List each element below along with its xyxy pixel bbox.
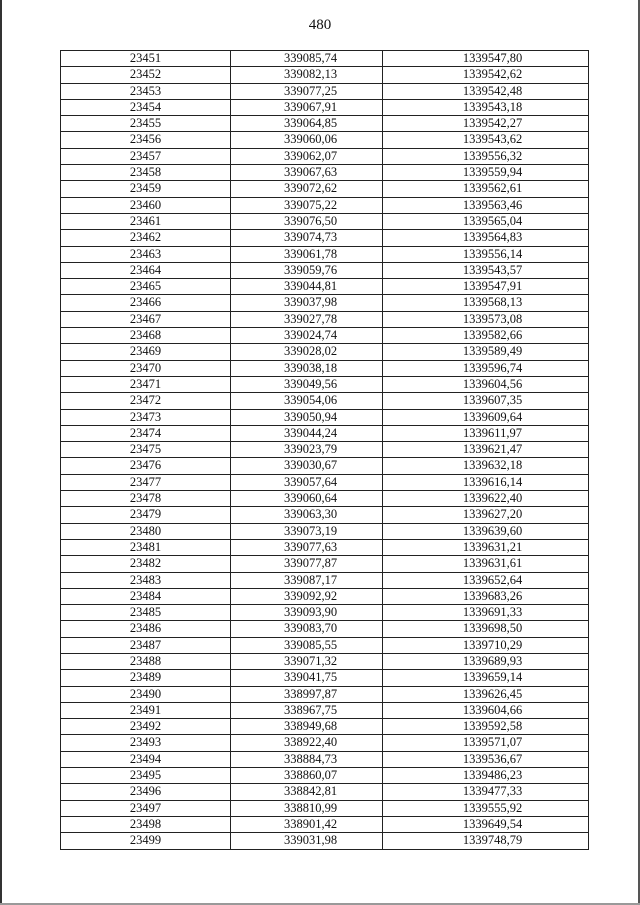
point-number-cell: 23470 — [61, 360, 231, 376]
x-coordinate-cell: 338901,42 — [231, 816, 383, 832]
table-row — [61, 523, 589, 539]
point-number-cell: 23490 — [61, 686, 231, 702]
y-coordinate-cell: 1339691,33 — [383, 605, 589, 621]
table-row — [61, 99, 589, 115]
point-number-cell: 23495 — [61, 768, 231, 784]
point-number-cell: 23451 — [61, 51, 231, 67]
x-coordinate-cell: 339072,62 — [231, 181, 383, 197]
point-number-cell: 23494 — [61, 751, 231, 767]
table-row — [61, 328, 589, 344]
x-coordinate-cell: 339092,92 — [231, 588, 383, 604]
y-coordinate-cell: 1339564,83 — [383, 230, 589, 246]
y-coordinate-cell: 1339592,58 — [383, 719, 589, 735]
table-row — [61, 246, 589, 262]
y-coordinate-cell: 1339710,29 — [383, 637, 589, 653]
y-coordinate-cell: 1339543,57 — [383, 262, 589, 278]
table-row — [61, 800, 589, 816]
table-row — [61, 670, 589, 686]
point-number-cell: 23489 — [61, 670, 231, 686]
table-row — [61, 213, 589, 229]
table-row — [61, 621, 589, 637]
table-row — [61, 344, 589, 360]
point-number-cell: 23456 — [61, 132, 231, 148]
table-row — [61, 442, 589, 458]
table-row — [61, 197, 589, 213]
x-coordinate-cell: 339059,76 — [231, 262, 383, 278]
point-number-cell: 23482 — [61, 556, 231, 572]
table-row — [61, 507, 589, 523]
table-row — [61, 474, 589, 490]
point-number-cell: 23468 — [61, 328, 231, 344]
table-row — [61, 51, 589, 67]
point-number-cell: 23464 — [61, 262, 231, 278]
point-number-cell: 23486 — [61, 621, 231, 637]
table-row — [61, 539, 589, 555]
point-number-cell: 23457 — [61, 148, 231, 164]
x-coordinate-cell: 339037,98 — [231, 295, 383, 311]
y-coordinate-cell: 1339683,26 — [383, 588, 589, 604]
table-row — [61, 295, 589, 311]
table-row — [61, 279, 589, 295]
y-coordinate-cell: 1339609,64 — [383, 409, 589, 425]
table-row — [61, 556, 589, 572]
y-coordinate-cell: 1339621,47 — [383, 442, 589, 458]
table-row — [61, 148, 589, 164]
point-number-cell: 23478 — [61, 491, 231, 507]
x-coordinate-cell: 338884,73 — [231, 751, 383, 767]
point-number-cell: 23459 — [61, 181, 231, 197]
y-coordinate-cell: 1339542,48 — [383, 83, 589, 99]
point-number-cell: 23483 — [61, 572, 231, 588]
y-coordinate-cell: 1339571,07 — [383, 735, 589, 751]
x-coordinate-cell: 339044,24 — [231, 425, 383, 441]
x-coordinate-cell: 339028,02 — [231, 344, 383, 360]
x-coordinate-cell: 338860,07 — [231, 768, 383, 784]
y-coordinate-cell: 1339562,61 — [383, 181, 589, 197]
y-coordinate-cell: 1339582,66 — [383, 328, 589, 344]
point-number-cell: 23481 — [61, 539, 231, 555]
table-row — [61, 181, 589, 197]
x-coordinate-cell: 338810,99 — [231, 800, 383, 816]
x-coordinate-cell: 339075,22 — [231, 197, 383, 213]
y-coordinate-cell: 1339659,14 — [383, 670, 589, 686]
y-coordinate-cell: 1339536,67 — [383, 751, 589, 767]
x-coordinate-cell: 339023,79 — [231, 442, 383, 458]
point-number-cell: 23472 — [61, 393, 231, 409]
y-coordinate-cell: 1339748,79 — [383, 833, 589, 849]
table-row — [61, 409, 589, 425]
point-number-cell: 23463 — [61, 246, 231, 262]
y-coordinate-cell: 1339547,80 — [383, 51, 589, 67]
table-row — [61, 458, 589, 474]
y-coordinate-cell: 1339563,46 — [383, 197, 589, 213]
y-coordinate-cell: 1339596,74 — [383, 360, 589, 376]
coordinates-table-body — [61, 51, 589, 850]
point-number-cell: 23462 — [61, 230, 231, 246]
x-coordinate-cell: 338949,68 — [231, 719, 383, 735]
point-number-cell: 23452 — [61, 67, 231, 83]
coordinates-table — [60, 50, 589, 850]
x-coordinate-cell: 339077,87 — [231, 556, 383, 572]
x-coordinate-cell: 339054,06 — [231, 393, 383, 409]
x-coordinate-cell: 339071,32 — [231, 653, 383, 669]
point-number-cell: 23484 — [61, 588, 231, 604]
table-row — [61, 132, 589, 148]
x-coordinate-cell: 339057,64 — [231, 474, 383, 490]
x-coordinate-cell: 339060,64 — [231, 491, 383, 507]
point-number-cell: 23496 — [61, 784, 231, 800]
y-coordinate-cell: 1339622,40 — [383, 491, 589, 507]
point-number-cell: 23455 — [61, 116, 231, 132]
point-number-cell: 23458 — [61, 165, 231, 181]
point-number-cell: 23485 — [61, 605, 231, 621]
x-coordinate-cell: 338967,75 — [231, 702, 383, 718]
table-row — [61, 833, 589, 849]
table-row — [61, 751, 589, 767]
x-coordinate-cell: 339031,98 — [231, 833, 383, 849]
x-coordinate-cell: 339087,17 — [231, 572, 383, 588]
table-row — [61, 393, 589, 409]
x-coordinate-cell: 338842,81 — [231, 784, 383, 800]
x-coordinate-cell: 339038,18 — [231, 360, 383, 376]
y-coordinate-cell: 1339486,23 — [383, 768, 589, 784]
x-coordinate-cell: 339093,90 — [231, 605, 383, 621]
point-number-cell: 23493 — [61, 735, 231, 751]
x-coordinate-cell: 339027,78 — [231, 311, 383, 327]
x-coordinate-cell: 339061,78 — [231, 246, 383, 262]
y-coordinate-cell: 1339616,14 — [383, 474, 589, 490]
y-coordinate-cell: 1339607,35 — [383, 393, 589, 409]
x-coordinate-cell: 339082,13 — [231, 67, 383, 83]
table-row — [61, 686, 589, 702]
table-row — [61, 735, 589, 751]
y-coordinate-cell: 1339611,97 — [383, 425, 589, 441]
table-row — [61, 83, 589, 99]
x-coordinate-cell: 338997,87 — [231, 686, 383, 702]
point-number-cell: 23466 — [61, 295, 231, 311]
y-coordinate-cell: 1339477,33 — [383, 784, 589, 800]
point-number-cell: 23492 — [61, 719, 231, 735]
x-coordinate-cell: 339063,30 — [231, 507, 383, 523]
point-number-cell: 23454 — [61, 99, 231, 115]
x-coordinate-cell: 339024,74 — [231, 328, 383, 344]
x-coordinate-cell: 339049,56 — [231, 376, 383, 392]
y-coordinate-cell: 1339542,62 — [383, 67, 589, 83]
table-row — [61, 702, 589, 718]
point-number-cell: 23480 — [61, 523, 231, 539]
point-number-cell: 23488 — [61, 653, 231, 669]
x-coordinate-cell: 339077,25 — [231, 83, 383, 99]
table-row — [61, 784, 589, 800]
table-row — [61, 311, 589, 327]
x-coordinate-cell: 339074,73 — [231, 230, 383, 246]
point-number-cell: 23497 — [61, 800, 231, 816]
point-number-cell: 23498 — [61, 816, 231, 832]
y-coordinate-cell: 1339568,13 — [383, 295, 589, 311]
y-coordinate-cell: 1339698,50 — [383, 621, 589, 637]
table-row — [61, 230, 589, 246]
x-coordinate-cell: 339067,63 — [231, 165, 383, 181]
x-coordinate-cell: 339073,19 — [231, 523, 383, 539]
table-row — [61, 165, 589, 181]
point-number-cell: 23465 — [61, 279, 231, 295]
x-coordinate-cell: 339076,50 — [231, 213, 383, 229]
x-coordinate-cell: 339085,74 — [231, 51, 383, 67]
point-number-cell: 23499 — [61, 833, 231, 849]
y-coordinate-cell: 1339652,64 — [383, 572, 589, 588]
point-number-cell: 23460 — [61, 197, 231, 213]
y-coordinate-cell: 1339604,66 — [383, 702, 589, 718]
x-coordinate-cell: 339064,85 — [231, 116, 383, 132]
table-row — [61, 425, 589, 441]
table-row — [61, 360, 589, 376]
table-row — [61, 67, 589, 83]
x-coordinate-cell: 339030,67 — [231, 458, 383, 474]
point-number-cell: 23469 — [61, 344, 231, 360]
point-number-cell: 23473 — [61, 409, 231, 425]
scan-left-edge — [0, 0, 2, 905]
y-coordinate-cell: 1339649,54 — [383, 816, 589, 832]
y-coordinate-cell: 1339565,04 — [383, 213, 589, 229]
point-number-cell: 23461 — [61, 213, 231, 229]
point-number-cell: 23477 — [61, 474, 231, 490]
y-coordinate-cell: 1339555,92 — [383, 800, 589, 816]
table-row — [61, 768, 589, 784]
x-coordinate-cell: 339085,55 — [231, 637, 383, 653]
point-number-cell: 23487 — [61, 637, 231, 653]
y-coordinate-cell: 1339632,18 — [383, 458, 589, 474]
x-coordinate-cell: 339083,70 — [231, 621, 383, 637]
x-coordinate-cell: 339077,63 — [231, 539, 383, 555]
y-coordinate-cell: 1339689,93 — [383, 653, 589, 669]
y-coordinate-cell: 1339626,45 — [383, 686, 589, 702]
table-row — [61, 588, 589, 604]
x-coordinate-cell: 339062,07 — [231, 148, 383, 164]
table-row — [61, 637, 589, 653]
y-coordinate-cell: 1339573,08 — [383, 311, 589, 327]
point-number-cell: 23475 — [61, 442, 231, 458]
x-coordinate-cell: 338922,40 — [231, 735, 383, 751]
y-coordinate-cell: 1339589,49 — [383, 344, 589, 360]
point-number-cell: 23476 — [61, 458, 231, 474]
x-coordinate-cell: 339044,81 — [231, 279, 383, 295]
x-coordinate-cell: 339041,75 — [231, 670, 383, 686]
y-coordinate-cell: 1339604,56 — [383, 376, 589, 392]
table-row — [61, 262, 589, 278]
table-row — [61, 816, 589, 832]
point-number-cell: 23467 — [61, 311, 231, 327]
y-coordinate-cell: 1339542,27 — [383, 116, 589, 132]
y-coordinate-cell: 1339543,62 — [383, 132, 589, 148]
point-number-cell: 23474 — [61, 425, 231, 441]
y-coordinate-cell: 1339639,60 — [383, 523, 589, 539]
y-coordinate-cell: 1339631,61 — [383, 556, 589, 572]
table-row — [61, 572, 589, 588]
point-number-cell: 23479 — [61, 507, 231, 523]
y-coordinate-cell: 1339556,14 — [383, 246, 589, 262]
y-coordinate-cell: 1339556,32 — [383, 148, 589, 164]
table-row — [61, 719, 589, 735]
y-coordinate-cell: 1339631,21 — [383, 539, 589, 555]
y-coordinate-cell: 1339547,91 — [383, 279, 589, 295]
point-number-cell: 23453 — [61, 83, 231, 99]
table-row — [61, 605, 589, 621]
table-row — [61, 491, 589, 507]
y-coordinate-cell: 1339627,20 — [383, 507, 589, 523]
table-row — [61, 116, 589, 132]
table-row — [61, 376, 589, 392]
point-number-cell: 23491 — [61, 702, 231, 718]
y-coordinate-cell: 1339559,94 — [383, 165, 589, 181]
x-coordinate-cell: 339060,06 — [231, 132, 383, 148]
x-coordinate-cell: 339067,91 — [231, 99, 383, 115]
x-coordinate-cell: 339050,94 — [231, 409, 383, 425]
point-number-cell: 23471 — [61, 376, 231, 392]
y-coordinate-cell: 1339543,18 — [383, 99, 589, 115]
table-row — [61, 653, 589, 669]
page-number: 480 — [308, 17, 332, 33]
